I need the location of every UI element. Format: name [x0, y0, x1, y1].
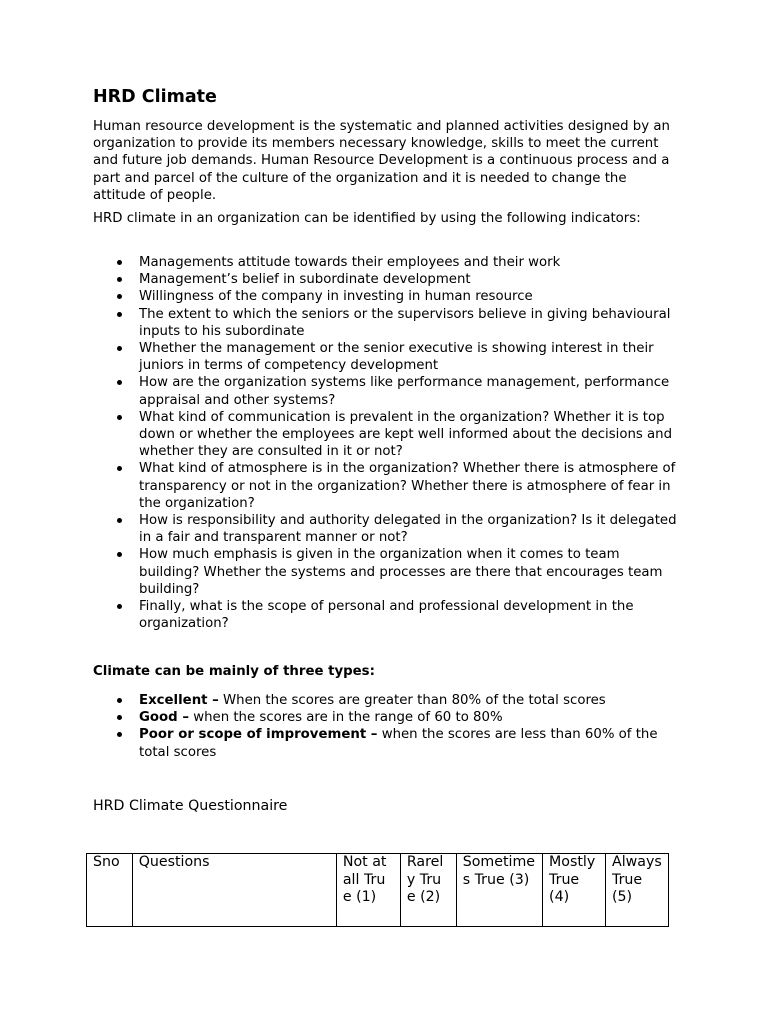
list-item: Whether the management or the senior executive is showing interest in their juniors in terms of competency development	[139, 340, 683, 374]
climate-types-list	[93, 692, 683, 761]
list-item: How are the organization systems like performance management, performance appraisal and other systems?	[139, 374, 683, 408]
type-label: Good –	[139, 710, 189, 726]
header-cell-rarely-true: Rarely True (2)	[400, 854, 456, 927]
indicators-intro: HRD climate in an organization can be identified by using the following indicators:	[93, 211, 641, 226]
climate-type-poor	[139, 726, 683, 760]
table-header-row	[87, 854, 669, 927]
indicator-list	[93, 254, 683, 632]
type-description: when the scores are in the range of 60 to 80%	[188, 710, 503, 726]
list-item: How is responsibility and authority delegated in the organization? Is it delegated in a fair and transparent manner or not?	[139, 512, 683, 546]
list-item: Managements attitude towards their employees and their work	[139, 254, 683, 271]
header-cell-sometimes-true: Sometimes True (3)	[456, 854, 542, 927]
list-item: Finally, what is the scope of personal and professional development in the organization?	[139, 598, 683, 632]
list-item: Willingness of the company in investing in human resource	[139, 288, 683, 305]
type-label: Poor or scope of improvement –	[139, 727, 378, 743]
list-item: The extent to which the seniors or the supervisors believe in giving behavioural inputs to his subordinate	[139, 306, 683, 340]
questionnaire-table	[86, 853, 669, 927]
list-item: What kind of atmosphere is in the organization? Whether there is atmosphere of transparency or not in the organization? Whether there is atmosphere of fear in the organization?	[139, 460, 683, 512]
type-description: When the scores are greater than 80% of the total scores	[218, 693, 606, 708]
intro-paragraph: Human resource development is the systematic and planned activities designed by an organization to provide its members necessary knowledge, skills to meet the current and future job demands. Human Resource Development is a continuous process and a part and parcel of the culture of the organization and it is needed to change the attitude of people.	[93, 119, 670, 203]
type-description: when the scores are less than 60% of the total scores	[139, 727, 658, 760]
header-cell-sno: Sno	[87, 854, 133, 927]
header-cell-not-at-all-true: Not at all True (1)	[336, 854, 400, 927]
type-label: Excellent –	[139, 693, 219, 708]
climate-type-good	[139, 709, 683, 726]
header-cell-mostly-true: Mostly True (4)	[543, 854, 606, 927]
list-item: How much emphasis is given in the organization when it comes to team building? Whether the systems and processes are there that encourages team building?	[139, 546, 683, 598]
page-title: HRD Climate	[93, 87, 217, 107]
climate-type-excellent	[139, 692, 683, 709]
questionnaire-title: HRD Climate Questionnaire	[93, 798, 288, 814]
types-heading: Climate can be mainly of three types:	[93, 664, 375, 679]
header-cell-always-true: Always True (5)	[606, 854, 669, 927]
list-item: What kind of communication is prevalent in the organization? Whether it is top down or whether the employees are kept well informed about the decisions and whether they are consulted in it or not?	[139, 409, 683, 461]
list-item: Management’s belief in subordinate development	[139, 271, 683, 288]
header-cell-questions: Questions	[132, 854, 336, 927]
